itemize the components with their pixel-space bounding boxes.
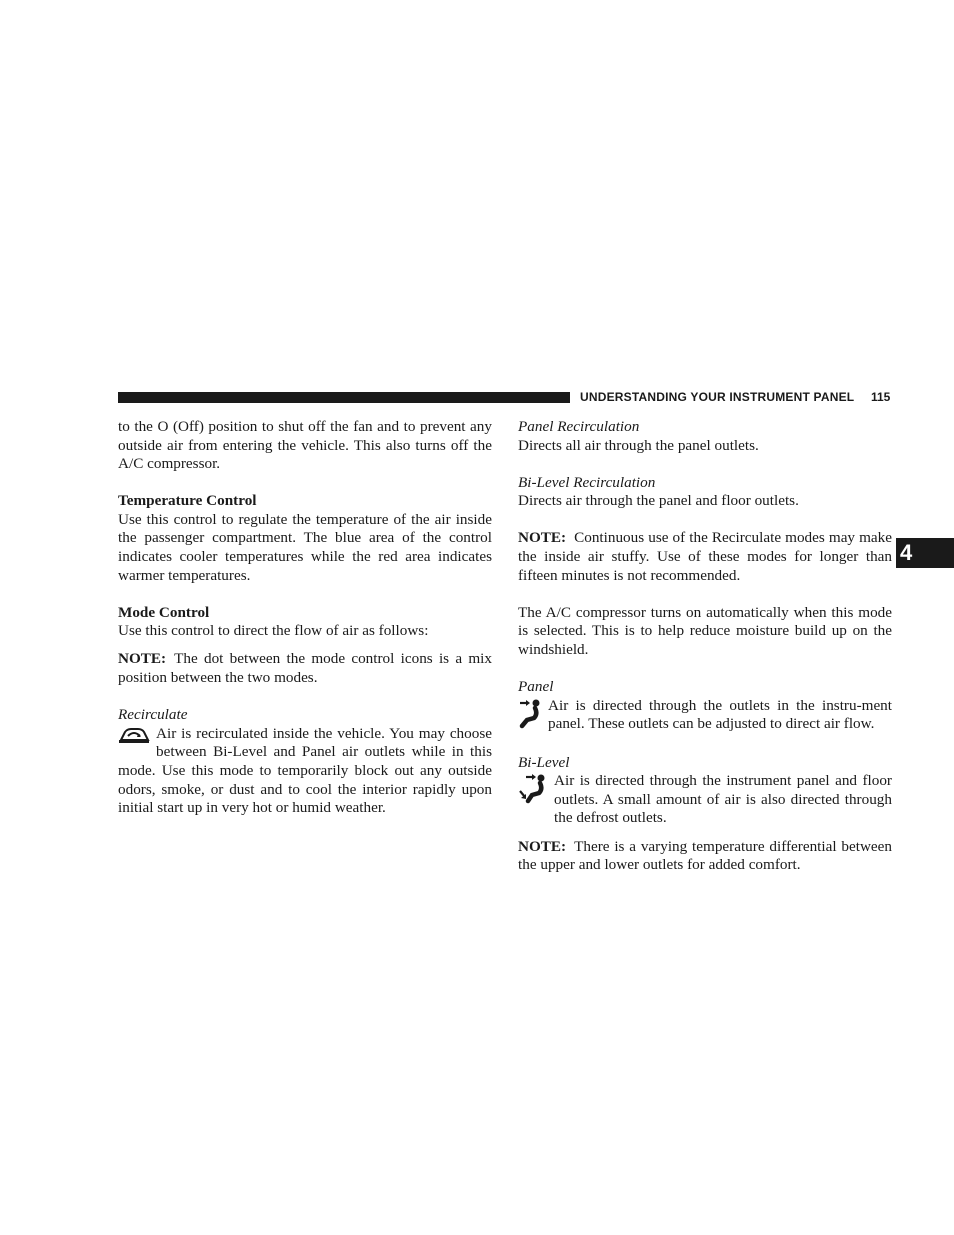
recirculate-paragraph <box>118 725 492 818</box>
temperature-control-heading: Temperature Control <box>118 492 257 510</box>
panel-text: Air is directed through the outlets in the instru-ment panel. These outlets can be adjusted to direct air flow. <box>548 696 892 733</box>
right-column <box>518 418 892 884</box>
note-recirculate-stuffy <box>518 529 892 585</box>
note-text: There is a varying temperature differential between the upper and lower outlets for added comfort. <box>518 837 892 874</box>
page-number: 115 <box>871 390 891 404</box>
note-temperature-differential <box>518 838 892 875</box>
recirculate-icon <box>118 726 150 752</box>
mode-control-text: Use this control to direct the flow of air as follows: <box>118 622 429 640</box>
panel-paragraph <box>518 697 892 736</box>
note-text: The dot between the mode control icons is a mix position between the two modes. <box>118 650 492 687</box>
recirculate-heading: Recirculate <box>118 706 188 724</box>
bilevel-recirculation-heading: Bi-Level Recirculation <box>518 473 656 491</box>
note-label: NOTE: <box>518 529 567 547</box>
note-label: NOTE: <box>518 837 567 855</box>
left-column <box>118 418 492 827</box>
note-text: Continuous use of the Recirculate modes may make the inside air stuffy. Use of these modes for longer than fifteen minutes is not recommended. <box>518 529 892 584</box>
note-label: NOTE: <box>118 650 167 668</box>
bilevel-recirculation-text: Directs air through the panel and floor outlets. <box>518 492 799 510</box>
panel-mode-icon <box>518 698 542 736</box>
intro-paragraph: to the O (Off) position to shut off the fan and to prevent any outside air from entering the vehicle. This also turns off the A/C compressor. <box>118 418 492 473</box>
running-header-title: UNDERSTANDING YOUR INSTRUMENT PANEL <box>580 390 855 404</box>
bilevel-paragraph <box>518 772 892 828</box>
panel-recirculation-heading: Panel Recirculation <box>518 418 640 435</box>
temperature-control-text: Use this control to regulate the temperature of the air inside the passenger compartment. The blue area of the control indicates cooler temperatures while the red area indicates warmer temperatures. <box>118 510 492 584</box>
mode-control-heading: Mode Control <box>118 603 210 621</box>
chapter-tab: 4 <box>896 538 954 568</box>
bilevel-heading: Bi-Level <box>518 753 570 771</box>
panel-recirculation-text: Directs all air through the panel outlets. <box>518 436 759 454</box>
header-bar <box>118 392 570 403</box>
recirculate-text: Air is recirculated inside the vehicle. You may choose between Bi-Level and Panel air outlets while in this mode. Use this mode to temporarily block out any outside odors, smoke, or dust and to cool the interior rapidly upon initial start up in very hot or humid weather. <box>118 724 492 817</box>
bilevel-text: Air is directed through the instrument panel and floor outlets. A small amount of air is also directed through the defrost outlets. <box>554 772 892 827</box>
note-mix-position <box>118 650 492 687</box>
bilevel-mode-icon <box>518 773 548 811</box>
compressor-paragraph: The A/C compressor turns on automatically when this mode is selected. This is to help reduce moisture build up on the windshield. <box>518 603 892 658</box>
panel-heading: Panel <box>518 677 554 695</box>
